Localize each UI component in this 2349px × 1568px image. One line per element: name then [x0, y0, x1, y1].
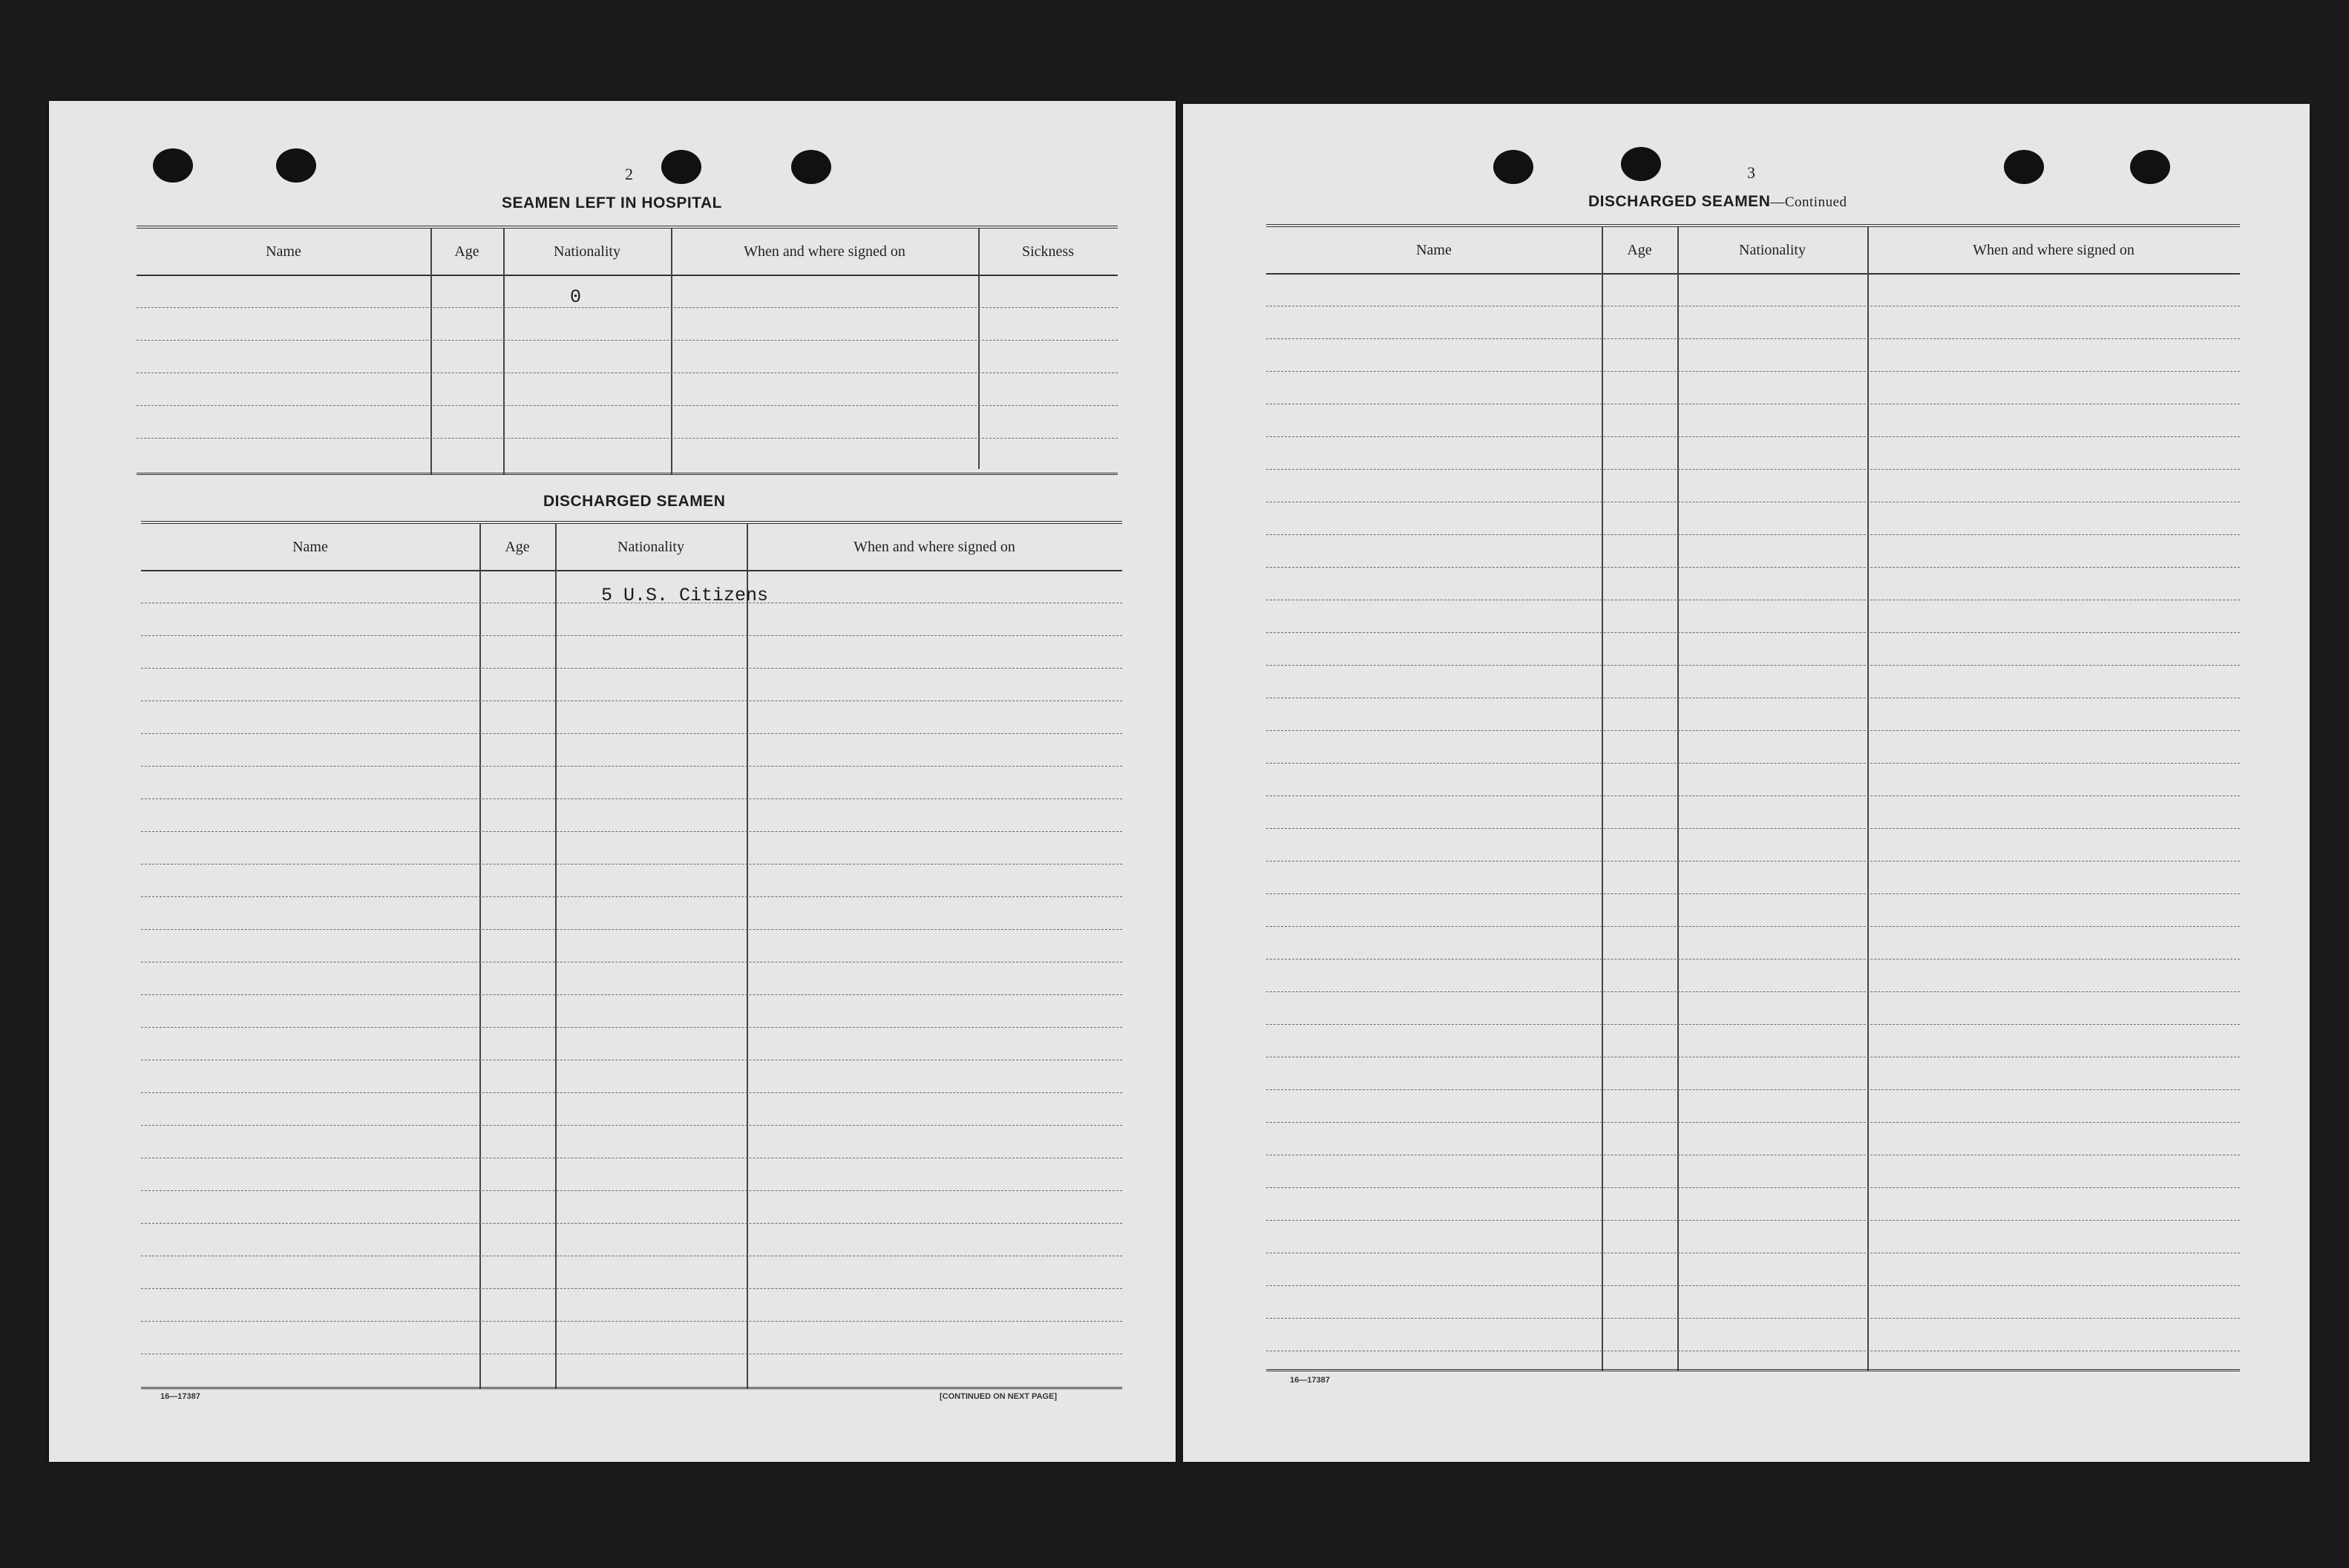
- table-row: [141, 635, 1122, 636]
- table-row: [1266, 1220, 2240, 1221]
- table-bottom-rule: [141, 1387, 1122, 1389]
- punch-hole: [2004, 150, 2044, 184]
- form-number: 16—17387: [160, 1392, 200, 1401]
- column-header-signed-on: When and where signed on: [1973, 241, 2135, 258]
- table-row: [1266, 1122, 2240, 1123]
- table-row: [1266, 1285, 2240, 1286]
- table-bottom-rule: [1266, 1369, 2240, 1371]
- table-header: [141, 524, 1122, 571]
- table-row: [1266, 861, 2240, 862]
- typed-nationality-entry: 5 U.S. Citizens: [601, 585, 769, 606]
- table-row: [141, 766, 1122, 767]
- column-header-name: Name: [292, 538, 328, 555]
- right-form-page: [1183, 104, 2310, 1462]
- table-row: [137, 307, 1118, 308]
- discharged-section-title: DISCHARGED SEAMEN: [543, 493, 726, 510]
- table-row: [141, 1223, 1122, 1224]
- table-row: [1266, 828, 2240, 829]
- hospital-section-title: SEAMEN LEFT IN HOSPITAL: [502, 194, 722, 211]
- column-header-signed-on: When and where signed on: [744, 243, 905, 260]
- continued-suffix: —Continued: [1770, 194, 1847, 210]
- table-row: [1266, 1089, 2240, 1090]
- column-divider: [1867, 227, 1869, 1371]
- table-row: [1266, 436, 2240, 437]
- table-row: [141, 929, 1122, 930]
- table-bottom-rule: [137, 473, 1118, 475]
- column-header-nationality: Nationality: [554, 243, 620, 260]
- continued-note: [CONTINUED ON NEXT PAGE]: [940, 1392, 1058, 1401]
- column-header-age: Age: [1627, 241, 1652, 258]
- table-header: [137, 229, 1118, 276]
- column-header-nationality: Nationality: [617, 538, 684, 555]
- left-form-page: [49, 101, 1176, 1462]
- column-divider: [978, 229, 980, 469]
- column-divider: [747, 524, 748, 1389]
- punch-hole: [1493, 150, 1533, 184]
- column-header-nationality: Nationality: [1739, 241, 1806, 258]
- table-row: [1266, 534, 2240, 535]
- table-row: [1266, 959, 2240, 960]
- table-row: [1266, 893, 2240, 894]
- table-row: [141, 896, 1122, 897]
- punch-hole: [791, 150, 831, 184]
- table-row: [137, 438, 1118, 439]
- column-header-name: Name: [1416, 241, 1452, 258]
- table-row: [137, 340, 1118, 341]
- table-row: [141, 1288, 1122, 1289]
- discharged-continued-table: [1266, 224, 2240, 1371]
- punch-hole: [1621, 147, 1661, 181]
- table-row: [1266, 1318, 2240, 1319]
- table-row: [141, 831, 1122, 832]
- page-number: 3: [1747, 163, 1755, 182]
- table-row: [137, 405, 1118, 406]
- table-row: [1266, 730, 2240, 731]
- page-number: 2: [625, 165, 633, 183]
- form-number: 16—17387: [1290, 1376, 1330, 1385]
- column-header-age: Age: [454, 243, 479, 260]
- column-divider: [1602, 227, 1603, 1371]
- column-divider: [555, 524, 557, 1389]
- hospital-table: [137, 226, 1118, 475]
- table-row: [1266, 665, 2240, 666]
- column-header-age: Age: [505, 538, 530, 555]
- table-row: [141, 1027, 1122, 1028]
- table-row: [141, 994, 1122, 995]
- table-row: [141, 864, 1122, 865]
- table-header: [1266, 227, 2240, 275]
- column-header-signed-on: When and where signed on: [854, 538, 1015, 555]
- column-header-name: Name: [266, 243, 301, 260]
- table-row: [1266, 632, 2240, 633]
- table-row: [141, 668, 1122, 669]
- discharged-table: [141, 521, 1122, 1389]
- table-row: [141, 1092, 1122, 1093]
- punch-hole: [661, 150, 701, 184]
- column-divider: [479, 524, 481, 1389]
- table-row: [141, 733, 1122, 734]
- table-row: [141, 1190, 1122, 1191]
- table-row: [1266, 763, 2240, 764]
- section-title-text: DISCHARGED SEAMEN: [1588, 193, 1771, 210]
- typed-nationality-entry: 0: [570, 286, 582, 308]
- table-row: [1266, 469, 2240, 470]
- table-row: [1266, 991, 2240, 992]
- column-divider: [1677, 227, 1679, 1371]
- column-header-sickness: Sickness: [1022, 243, 1074, 260]
- punch-hole: [276, 148, 316, 183]
- table-row: [1266, 338, 2240, 339]
- discharged-continued-title: [1588, 193, 1847, 211]
- table-row: [141, 1125, 1122, 1126]
- table-row: [1266, 1024, 2240, 1025]
- table-row: [141, 1321, 1122, 1322]
- table-row: [1266, 1187, 2240, 1188]
- punch-hole: [2130, 150, 2170, 184]
- table-row: [1266, 371, 2240, 372]
- table-row: [1266, 567, 2240, 568]
- table-row: [1266, 926, 2240, 927]
- table-row: [141, 798, 1122, 799]
- punch-hole: [153, 148, 193, 183]
